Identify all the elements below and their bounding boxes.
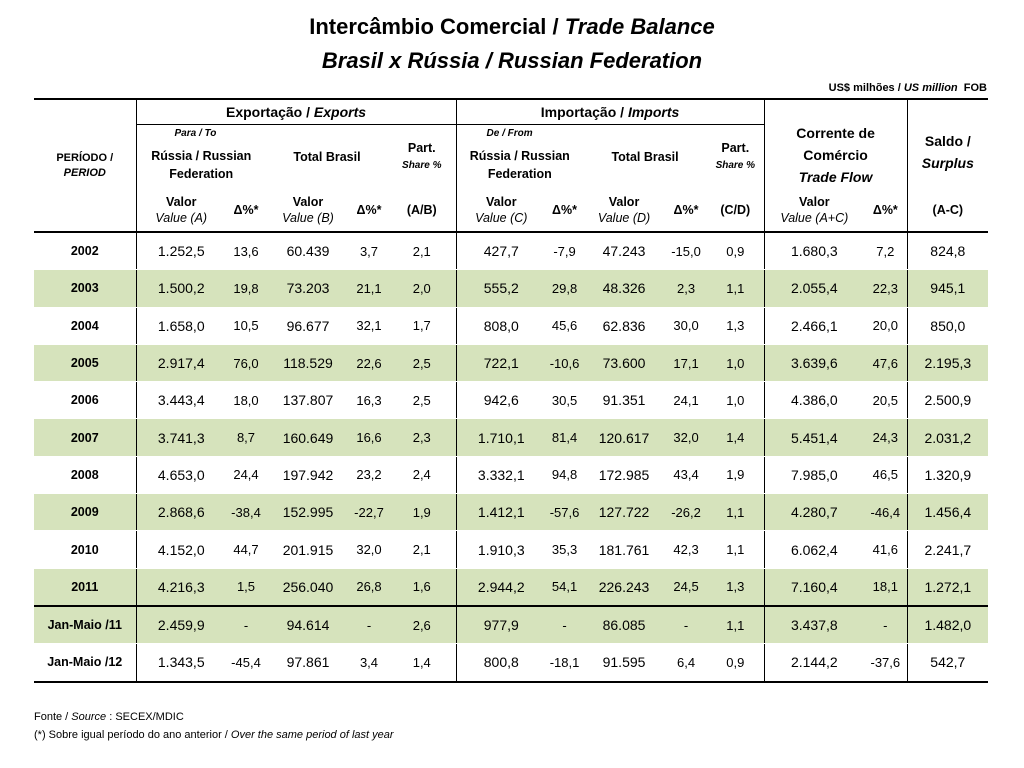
imp-russia-delta: -57,6: [546, 494, 583, 531]
exp-russia-delta: 13,6: [226, 232, 266, 270]
exp-brasil-delta: -: [350, 606, 388, 644]
imp-share: 1,1: [707, 494, 764, 531]
imp-brasil-value: 181.761: [583, 531, 665, 568]
trade-flow-delta: 47,6: [864, 344, 907, 381]
imp-share: 1,0: [707, 382, 764, 419]
delta-header: Δ%*: [226, 189, 266, 232]
exp-russia-delta: -: [226, 606, 266, 644]
imp-brasil-value: 226.243: [583, 568, 665, 606]
trade-flow-value: 6.062,4: [764, 531, 864, 568]
value-d-header: Valor Value (D): [583, 189, 665, 232]
table-row: [34, 456, 988, 493]
imp-share: 1,3: [707, 568, 764, 606]
exp-share: 1,4: [388, 644, 456, 682]
exp-brasil-value: 137.807: [266, 382, 350, 419]
imp-brasil-value: 48.326: [583, 270, 665, 307]
cd-header: (C/D): [707, 189, 764, 232]
exp-brasil-delta: 32,1: [350, 307, 388, 344]
surplus-value: 2.195,3: [907, 344, 988, 381]
exp-russia-value: 2.459,9: [136, 606, 226, 644]
imp-russia-value: 1.412,1: [456, 494, 546, 531]
surplus-value: 2.031,2: [907, 419, 988, 456]
imp-russia-value: 3.332,1: [456, 456, 546, 493]
imp-brasil-value: 86.085: [583, 606, 665, 644]
a-minus-c-header: (A-C): [907, 189, 988, 232]
exp-russia-delta: 19,8: [226, 270, 266, 307]
surplus-value: 2.500,9: [907, 382, 988, 419]
surplus-value: 2.241,7: [907, 531, 988, 568]
table-row: [34, 344, 988, 381]
page-title: Intercâmbio Comercial / Trade Balance: [309, 14, 715, 39]
imp-share: 1,1: [707, 606, 764, 644]
exp-russia-value: 4.216,3: [136, 568, 226, 606]
exp-share: 2,1: [388, 531, 456, 568]
exp-russia-delta: 18,0: [226, 382, 266, 419]
table-body: [34, 232, 988, 682]
surplus-value: 945,1: [907, 270, 988, 307]
period-cell: 2010: [34, 531, 136, 568]
surplus-value: 1.482,0: [907, 606, 988, 644]
trade-flow-delta: 7,2: [864, 232, 907, 270]
imp-brasil-value: 172.985: [583, 456, 665, 493]
imp-brasil-delta: 32,0: [665, 419, 707, 456]
exp-share: 2,6: [388, 606, 456, 644]
trade-flow-delta: 20,5: [864, 382, 907, 419]
trade-flow-value: 4.280,7: [764, 494, 864, 531]
exp-brasil-value: 152.995: [266, 494, 350, 531]
imp-russia-delta: 45,6: [546, 307, 583, 344]
trade-flow-delta: -: [864, 606, 907, 644]
exp-share: 2,3: [388, 419, 456, 456]
imp-brasil-delta: 42,3: [665, 531, 707, 568]
imp-russia-value: 942,6: [456, 382, 546, 419]
imp-brasil-value: 91.595: [583, 644, 665, 682]
surplus-value: 824,8: [907, 232, 988, 270]
exp-russia-value: 4.653,0: [136, 456, 226, 493]
exp-brasil-delta: 3,7: [350, 232, 388, 270]
period-cell: 2003: [34, 270, 136, 307]
period-cell: 2004: [34, 307, 136, 344]
imp-russia-value: 2.944,2: [456, 568, 546, 606]
imp-share-header: Part. Share %: [707, 125, 764, 190]
imp-share: 1,1: [707, 531, 764, 568]
exp-russia-value: 3.741,3: [136, 419, 226, 456]
footnote: (*) Sobre igual período do ano anterior / Over the same period of last year: [34, 729, 394, 741]
trade-flow-delta: 24,3: [864, 419, 907, 456]
exp-russia-value: 3.443,4: [136, 382, 226, 419]
trade-flow-value: 5.451,4: [764, 419, 864, 456]
trade-flow-value: 7.160,4: [764, 568, 864, 606]
imp-brasil-delta: 17,1: [665, 344, 707, 381]
trade-flow-delta: -37,6: [864, 644, 907, 682]
trade-flow-value: 3.437,8: [764, 606, 864, 644]
imp-russia-value: 808,0: [456, 307, 546, 344]
table-row: [34, 606, 988, 644]
period-cell: 2002: [34, 232, 136, 270]
units-label: US$ milhões / US million FOB: [828, 82, 987, 94]
period-cell: 2011: [34, 568, 136, 606]
total-brasil-imp-header: Total Brasil: [611, 150, 679, 164]
trade-flow-value: 2.055,4: [764, 270, 864, 307]
exp-brasil-value: 97.861: [266, 644, 350, 682]
exp-brasil-value: 197.942: [266, 456, 350, 493]
exp-brasil-delta: 3,4: [350, 644, 388, 682]
delta-header: Δ%*: [546, 189, 583, 232]
trade-balance-table: [34, 98, 988, 683]
imp-russia-delta: 54,1: [546, 568, 583, 606]
ab-header: (A/B): [388, 189, 456, 232]
imp-russia-value: 555,2: [456, 270, 546, 307]
imp-russia-delta: 81,4: [546, 419, 583, 456]
imp-russia-delta: 94,8: [546, 456, 583, 493]
exp-brasil-delta: 21,1: [350, 270, 388, 307]
russia-imp-header: Rússia / Russian Federation: [469, 149, 570, 181]
exp-share: 2,1: [388, 232, 456, 270]
period-cell: Jan-Maio /11: [34, 606, 136, 644]
exp-russia-delta: -38,4: [226, 494, 266, 531]
exp-brasil-delta: 16,3: [350, 382, 388, 419]
surplus-header: Saldo / Surplus: [907, 99, 988, 189]
imp-share: 1,1: [707, 270, 764, 307]
period-cell: 2009: [34, 494, 136, 531]
delta-header: Δ%*: [665, 189, 707, 232]
exp-share-header: Part. Share %: [388, 125, 456, 190]
surplus-value: 1.320,9: [907, 456, 988, 493]
imp-brasil-delta: -15,0: [665, 232, 707, 270]
exp-brasil-delta: 26,8: [350, 568, 388, 606]
table-row: [34, 270, 988, 307]
value-c-header: Valor Value (C): [456, 189, 546, 232]
period-cell: 2006: [34, 382, 136, 419]
imp-brasil-value: 62.836: [583, 307, 665, 344]
trade-flow-value: 4.386,0: [764, 382, 864, 419]
period-cell: Jan-Maio /12: [34, 644, 136, 682]
imp-russia-delta: -: [546, 606, 583, 644]
trade-flow-delta: 46,5: [864, 456, 907, 493]
from-label: De / From: [486, 127, 533, 139]
period-cell: 2008: [34, 456, 136, 493]
exp-russia-value: 4.152,0: [136, 531, 226, 568]
exp-brasil-delta: 32,0: [350, 531, 388, 568]
trade-flow-value: 3.639,6: [764, 344, 864, 381]
exp-share: 1,6: [388, 568, 456, 606]
imp-brasil-delta: 6,4: [665, 644, 707, 682]
exp-russia-value: 2.868,6: [136, 494, 226, 531]
exp-share: 2,0: [388, 270, 456, 307]
imp-share: 0,9: [707, 232, 764, 270]
imp-russia-value: 977,9: [456, 606, 546, 644]
value-ac-header: Valor Value (A+C): [764, 189, 864, 232]
exp-brasil-value: 73.203: [266, 270, 350, 307]
surplus-value: 542,7: [907, 644, 988, 682]
trade-flow-value: 7.985,0: [764, 456, 864, 493]
table-row: [34, 531, 988, 568]
table-row: [34, 382, 988, 419]
trade-flow-delta: 20,0: [864, 307, 907, 344]
imp-russia-delta: 35,3: [546, 531, 583, 568]
table-row: [34, 419, 988, 456]
exp-russia-value: 1.343,5: [136, 644, 226, 682]
exp-brasil-value: 60.439: [266, 232, 350, 270]
page-subtitle: Brasil x Rússia / Russian Federation: [321, 48, 703, 73]
exp-brasil-value: 201.915: [266, 531, 350, 568]
imp-brasil-delta: 24,1: [665, 382, 707, 419]
imp-share: 1,9: [707, 456, 764, 493]
surplus-value: 1.272,1: [907, 568, 988, 606]
imp-brasil-delta: -: [665, 606, 707, 644]
exp-russia-delta: -45,4: [226, 644, 266, 682]
imp-russia-value: 722,1: [456, 344, 546, 381]
exports-header: Exportação / Exports: [136, 99, 456, 125]
imp-brasil-delta: 24,5: [665, 568, 707, 606]
exp-russia-value: 1.658,0: [136, 307, 226, 344]
exp-russia-value: 2.917,4: [136, 344, 226, 381]
imp-russia-value: 1.910,3: [456, 531, 546, 568]
trade-flow-value: 2.144,2: [764, 644, 864, 682]
exp-russia-delta: 76,0: [226, 344, 266, 381]
trade-flow-delta: 18,1: [864, 568, 907, 606]
trade-flow-delta: -46,4: [864, 494, 907, 531]
exp-russia-value: 1.500,2: [136, 270, 226, 307]
period-header: PERÍODO / PERIOD: [34, 99, 136, 232]
exp-share: 1,7: [388, 307, 456, 344]
delta-header: Δ%*: [864, 189, 907, 232]
exp-brasil-value: 96.677: [266, 307, 350, 344]
imp-brasil-delta: 43,4: [665, 456, 707, 493]
period-cell: 2007: [34, 419, 136, 456]
trade-flow-value: 2.466,1: [764, 307, 864, 344]
exp-share: 1,9: [388, 494, 456, 531]
exp-brasil-value: 160.649: [266, 419, 350, 456]
surplus-value: 1.456,4: [907, 494, 988, 531]
exp-russia-delta: 8,7: [226, 419, 266, 456]
total-brasil-exp-header: Total Brasil: [293, 150, 361, 164]
imp-share: 1,4: [707, 419, 764, 456]
exp-share: 2,4: [388, 456, 456, 493]
exp-russia-delta: 10,5: [226, 307, 266, 344]
exp-brasil-value: 256.040: [266, 568, 350, 606]
exp-brasil-value: 94.614: [266, 606, 350, 644]
table-row: [34, 568, 988, 606]
imp-brasil-delta: 2,3: [665, 270, 707, 307]
exp-russia-delta: 44,7: [226, 531, 266, 568]
period-cell: 2005: [34, 344, 136, 381]
table-row: [34, 232, 988, 270]
trade-flow-delta: 41,6: [864, 531, 907, 568]
imp-brasil-value: 127.722: [583, 494, 665, 531]
trade-flow-header: Corrente de Comércio Trade Flow: [764, 99, 907, 189]
imp-brasil-value: 91.351: [583, 382, 665, 419]
imp-russia-value: 800,8: [456, 644, 546, 682]
exp-russia-value: 1.252,5: [136, 232, 226, 270]
value-a-header: Valor Value (A): [136, 189, 226, 232]
imp-russia-delta: -7,9: [546, 232, 583, 270]
source-note: Fonte / Source : SECEX/MDIC: [34, 711, 184, 723]
imports-header: Importação / Imports: [456, 99, 764, 125]
imp-share: 0,9: [707, 644, 764, 682]
imp-russia-delta: -18,1: [546, 644, 583, 682]
imp-brasil-delta: 30,0: [665, 307, 707, 344]
imp-russia-value: 1.710,1: [456, 419, 546, 456]
exp-share: 2,5: [388, 344, 456, 381]
exp-share: 2,5: [388, 382, 456, 419]
trade-flow-delta: 22,3: [864, 270, 907, 307]
table-row: [34, 307, 988, 344]
imp-russia-delta: 30,5: [546, 382, 583, 419]
imp-share: 1,0: [707, 344, 764, 381]
surplus-value: 850,0: [907, 307, 988, 344]
imp-brasil-delta: -26,2: [665, 494, 707, 531]
imp-brasil-value: 47.243: [583, 232, 665, 270]
imp-brasil-value: 120.617: [583, 419, 665, 456]
imp-brasil-value: 73.600: [583, 344, 665, 381]
trade-flow-value: 1.680,3: [764, 232, 864, 270]
table-row: [34, 494, 988, 531]
imp-russia-delta: -10,6: [546, 344, 583, 381]
imp-russia-value: 427,7: [456, 232, 546, 270]
value-b-header: Valor Value (B): [266, 189, 350, 232]
russia-exp-header: Rússia / Russian Federation: [151, 149, 252, 181]
exp-russia-delta: 1,5: [226, 568, 266, 606]
to-label: Para / To: [174, 127, 217, 139]
exp-brasil-delta: -22,7: [350, 494, 388, 531]
exp-brasil-delta: 22,6: [350, 344, 388, 381]
exp-brasil-value: 118.529: [266, 344, 350, 381]
imp-russia-delta: 29,8: [546, 270, 583, 307]
imp-share: 1,3: [707, 307, 764, 344]
table-row: [34, 644, 988, 682]
exp-russia-delta: 24,4: [226, 456, 266, 493]
delta-header: Δ%*: [350, 189, 388, 232]
exp-brasil-delta: 16,6: [350, 419, 388, 456]
exp-brasil-delta: 23,2: [350, 456, 388, 493]
